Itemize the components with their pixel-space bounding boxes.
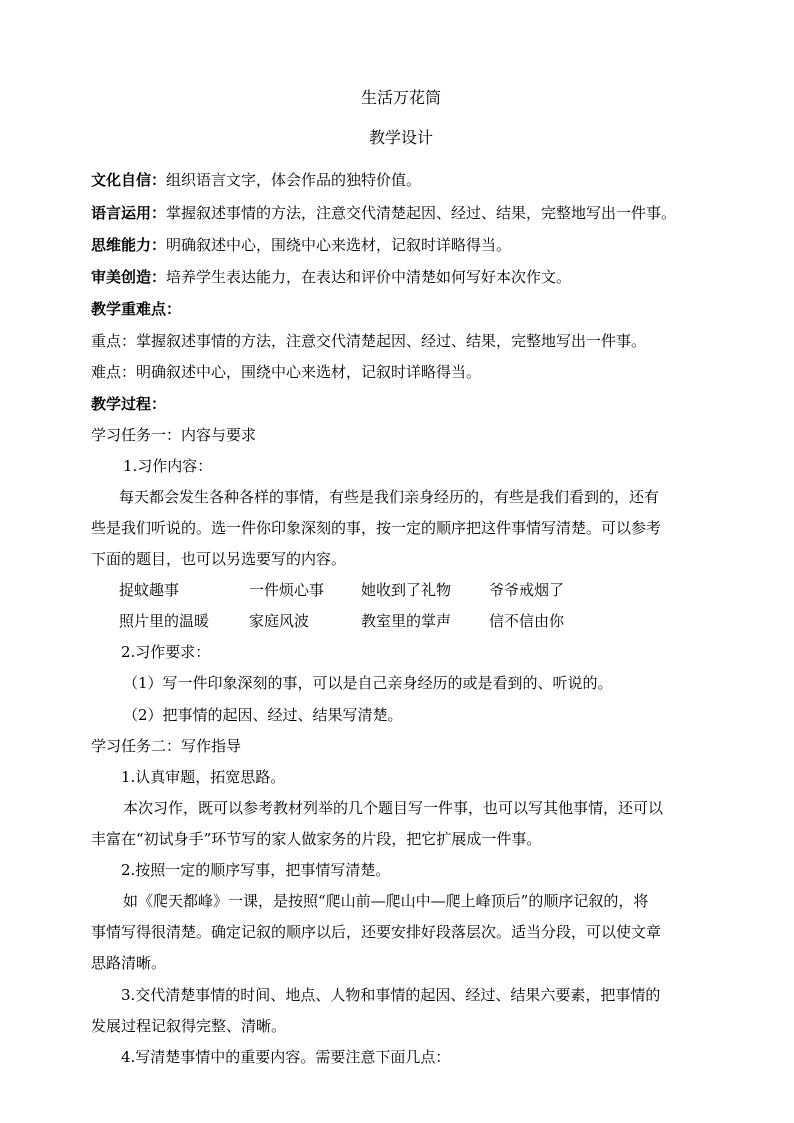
task1-title: 学习任务一：内容与要求 (91, 426, 257, 444)
topics-row (91, 580, 711, 600)
topics-row (91, 611, 711, 631)
document-title: 生活万花筒 (360, 88, 441, 107)
difficult-point: 难点：明确叙述中心，围绕中心来选材，记叙时详略得当。 (91, 363, 482, 381)
guidance-paragraph-line: 丰富在“初试身手”环节写的家人做家务的片段，把它扩展成一件事。 (91, 830, 542, 848)
goal-label: 文化自信： (91, 171, 167, 189)
goal-aesthetic (91, 267, 571, 287)
guidance-paragraph-line: 如《爬天都峰》一课，是按照“爬山前—爬山中—爬上峰顶后”的顺序记叙的，将 (123, 892, 649, 910)
task1-content-heading: 1.习作内容： (123, 457, 213, 475)
task1-paragraph-line: 下面的题目，也可以另选要写的内容。 (91, 550, 347, 568)
guidance-paragraph-line: 发展过程记叙得完整、清晰。 (91, 1017, 287, 1035)
key-points-heading: 教学重难点： (91, 300, 182, 318)
requirement-item: （1）写一件印象深刻的事，可以是自己亲身经历的或是看到的、听说的。 (123, 674, 613, 692)
guidance-paragraph-line: 事情写得很清楚。确定记叙的顺序以后，还要安排好段落层次。适当分段，可以使文章 (91, 923, 662, 941)
guidance-point: 1.认真审题，拓宽思路。 (121, 768, 286, 786)
guidance-point: 2.按照一定的顺序写事，把事情写清楚。 (121, 861, 391, 879)
task1-paragraph-line: 些是我们听说的。选一件你印象深刻的事，按一定的顺序把这件事情写清楚。可以参考 (91, 519, 662, 537)
goal-language (91, 203, 676, 223)
goal-label: 思维能力： (91, 236, 167, 254)
guidance-point: 4.写清楚事情中的重要内容。需要注意下面几点： (121, 1048, 451, 1066)
goal-text: 培养学生表达能力，在表达和评价中清楚如何写好本次作文。 (166, 268, 572, 286)
topic-item: 信不信由你 (489, 612, 565, 630)
task1-requirements-heading: 2.习作要求： (121, 643, 211, 661)
topic-item: 家庭风波 (249, 612, 310, 630)
goal-text: 组织语言文字，体会作品的独特价值。 (166, 171, 422, 189)
topic-item: 照片里的温暖 (119, 612, 210, 630)
task2-title: 学习任务二：写作指导 (91, 737, 242, 755)
guidance-paragraph-line: 思路清晰。 (91, 954, 167, 972)
goal-label: 语言运用： (91, 204, 167, 222)
topic-item: 捉蚊趣事 (119, 581, 180, 599)
guidance-point: 3.交代清楚事情的时间、地点、人物和事情的起因、经过、结果六要素，把事情的 (121, 986, 661, 1004)
topic-item: 她收到了礼物 (361, 581, 452, 599)
task1-paragraph-line: 每天都会发生各种各样的事情，有些是我们亲身经历的，有些是我们看到的，还有 (119, 488, 660, 506)
document-subtitle: 教学设计 (368, 128, 433, 147)
goal-label: 审美创造： (91, 268, 167, 286)
key-point: 重点：掌握叙述事情的方法，注意交代清楚起因、经过、结果，完整地写出一件事。 (91, 332, 647, 350)
goal-text: 掌握叙述事情的方法，注意交代清楚起因、经过、结果，完整地写出一件事。 (166, 204, 677, 222)
goal-text: 明确叙述中心，围绕中心来选材，记叙时详略得当。 (166, 236, 512, 254)
goal-culture (91, 170, 421, 190)
requirement-item: （2）把事情的起因、经过、结果写清楚。 (123, 706, 403, 724)
guidance-paragraph-line: 本次习作，既可以参考教材列举的几个题目写一件事，也可以写其他事情，还可以 (123, 799, 664, 817)
topic-item: 教室里的掌声 (361, 612, 452, 630)
process-heading: 教学过程： (91, 395, 167, 413)
topic-item: 一件烦心事 (249, 581, 325, 599)
goal-thinking (91, 235, 511, 255)
topic-item: 爷爷戒烟了 (489, 581, 565, 599)
